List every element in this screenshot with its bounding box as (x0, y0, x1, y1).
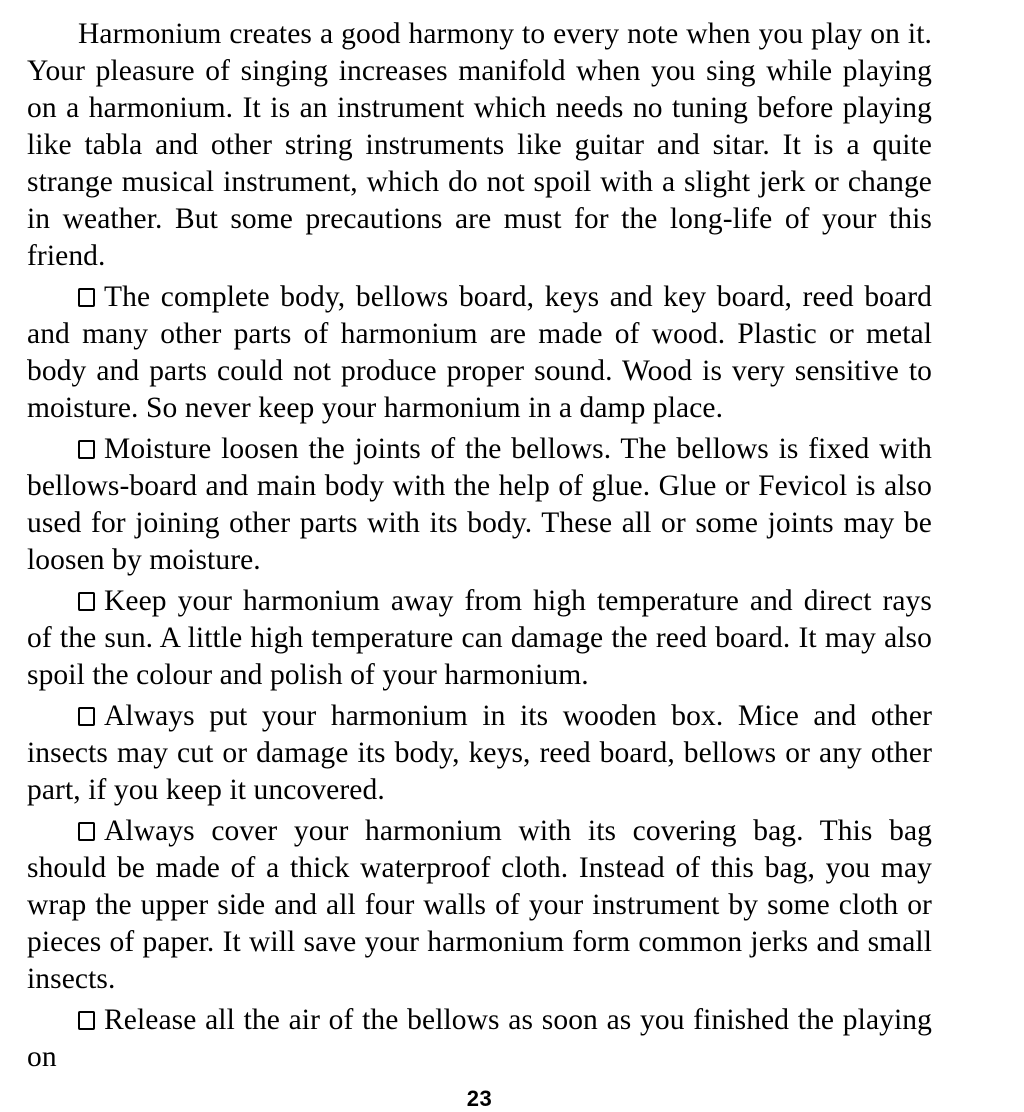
paragraph-text: Always put your harmonium in its wooden box. Mice and other insects may cut or damage its body, keys, reed board, bellows or any other part, if you keep it uncovered. (27, 700, 932, 806)
paragraph-text: Release all the air of the bellows as soon as you finished the playing on (27, 1004, 932, 1073)
paragraph-text: Keep your harmonium away from high temperature and direct rays of the sun. A little high temperature can damage the reed board. It may also spoil the colour and polish of your harmonium. (27, 585, 932, 691)
paragraph-text: Harmonium creates a good harmony to every note when you play on it. Your pleasure of singing increases manifold when you sing while playing on a harmonium. It is an instrument which needs no tuning before playing like tabla and other string instruments like guitar and sitar. It is a quite strange musical instrument, which do not spoil with a slight jerk or change in weather. But some precautions are must for the long-life of your this friend. (27, 18, 932, 272)
square-bullet-icon (78, 592, 95, 611)
square-bullet-icon (78, 440, 95, 459)
bullet-paragraph (27, 583, 932, 694)
page-number: 23 (466, 1086, 493, 1111)
square-bullet-icon (78, 707, 95, 726)
paragraph-text: Always cover your harmonium with its covering bag. This bag should be made of a thick waterproof cloth. Instead of this bag, you may wrap the upper side and all four walls of your instrument by some cloth or pieces of paper. It will save your harmonium form common jerks and small insects. (27, 815, 932, 995)
bullet-paragraph (27, 431, 932, 579)
bullet-paragraph (27, 698, 932, 809)
intro-paragraph (27, 16, 932, 275)
bullet-paragraph (27, 813, 932, 998)
square-bullet-icon (78, 288, 95, 307)
square-bullet-icon (78, 1011, 95, 1030)
square-bullet-icon (78, 822, 95, 841)
bullet-paragraph (27, 1002, 932, 1076)
bullet-paragraph (27, 279, 932, 427)
paragraph-text: Moisture loosen the joints of the bellows. The bellows is fixed with bellows-board and main body with the help of glue. Glue or Fevicol is also used for joining other parts with its body. These all or some joints may be loosen by moisture. (27, 433, 932, 576)
paragraph-text: The complete body, bellows board, keys and key board, reed board and many other parts of harmonium are made of wood. Plastic or metal body and parts could not produce proper sound. Wood is very sensitive to moisture. So never keep your harmonium in a damp place. (27, 281, 932, 424)
